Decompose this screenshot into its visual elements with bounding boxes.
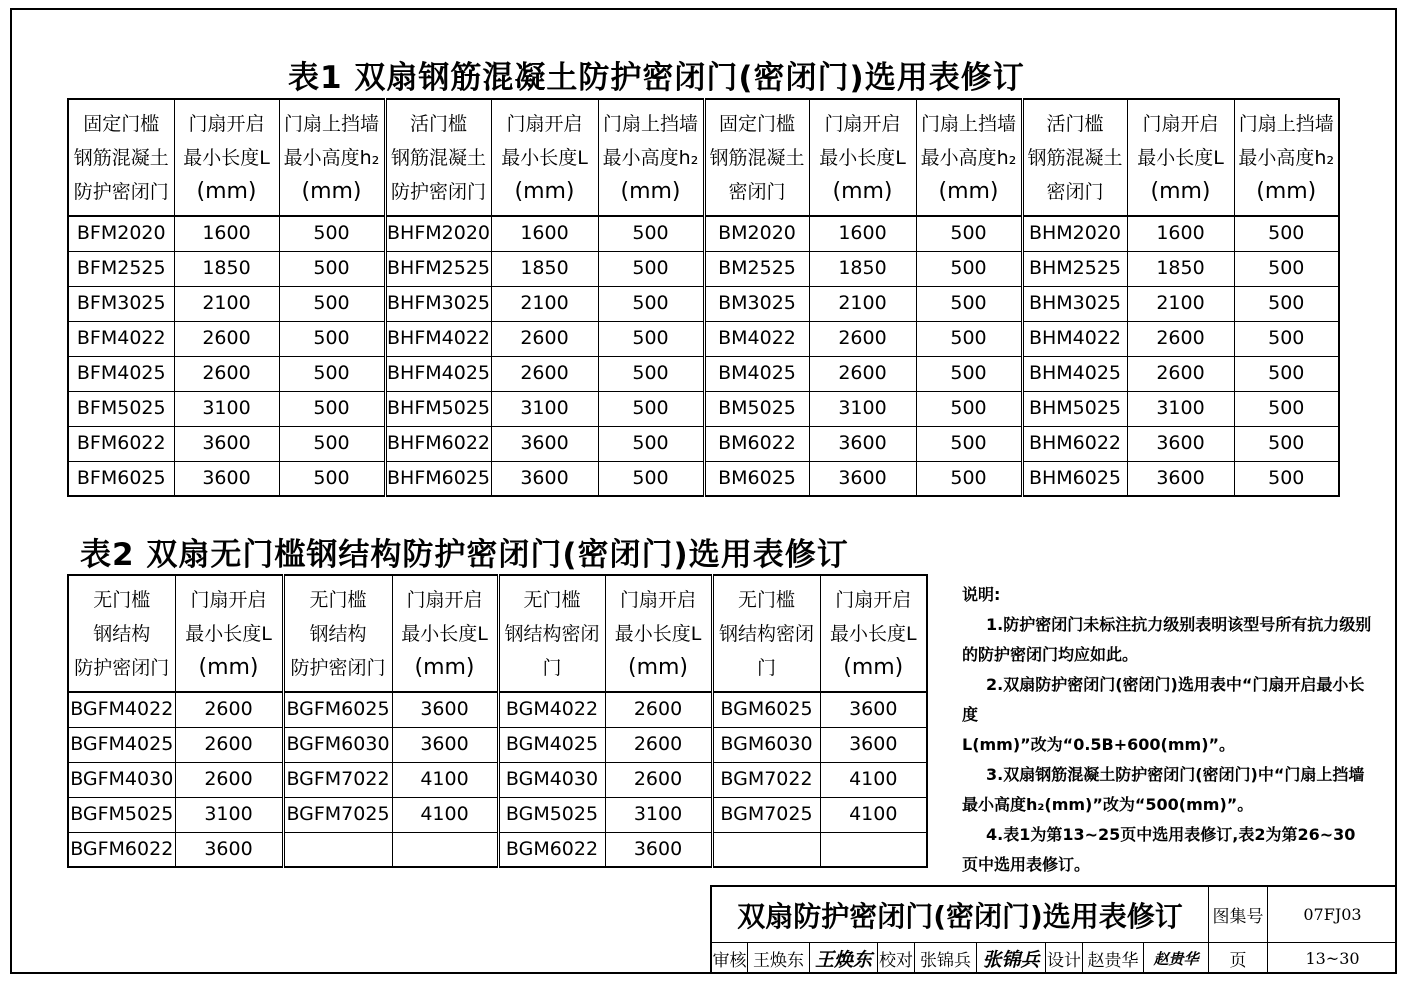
table-cell: BHFM3025	[385, 286, 491, 321]
table-cell: 500	[598, 356, 704, 391]
header-line: (mm)	[938, 178, 999, 204]
table1-header-cell	[1234, 99, 1339, 216]
table-cell: 500	[598, 216, 704, 251]
table-cell: 500	[279, 356, 385, 391]
table-cell: 500	[1234, 321, 1339, 356]
header-line: (mm)	[514, 178, 575, 204]
header-line: 最小长度L	[501, 146, 588, 169]
header-line: 钢筋混凝土	[1027, 146, 1123, 169]
table-cell: 3600	[809, 461, 916, 496]
table-cell: 3600	[1127, 461, 1234, 496]
table-cell: 3600	[820, 727, 927, 762]
table-cell: 3600	[392, 727, 498, 762]
table-cell: 3600	[392, 692, 498, 727]
table-cell: BM2020	[704, 216, 809, 251]
table-cell: 500	[279, 461, 385, 496]
header-line: 最小长度L	[829, 622, 917, 645]
design-label: 设计	[1046, 943, 1083, 974]
header-line: (mm)	[832, 178, 893, 204]
table-cell	[392, 832, 498, 867]
table-cell: 500	[279, 391, 385, 426]
table-cell: 2600	[491, 321, 598, 356]
header-line: 钢结构	[309, 622, 367, 645]
header-line: 最小高度h₂	[602, 146, 699, 169]
header-line: 最小高度h₂	[920, 146, 1017, 169]
table-cell: BGM6030	[712, 727, 820, 762]
header-line: 钢筋混凝土	[390, 146, 486, 169]
table-cell: BHM2525	[1022, 251, 1127, 286]
table-cell: 500	[598, 461, 704, 496]
table-cell: BHFM6025	[385, 461, 491, 496]
table-row	[68, 321, 1339, 356]
table2-header-cell	[712, 575, 820, 692]
table-cell: BGM7025	[712, 797, 820, 832]
reviewer-signature: 王焕东	[810, 943, 878, 974]
table-cell: BGM7022	[712, 762, 820, 797]
check-label: 校对	[878, 943, 915, 974]
table-cell: BFM2525	[68, 251, 174, 286]
table-cell: 2600	[175, 727, 283, 762]
table-cell: 2600	[809, 356, 916, 391]
table-cell: BHM6022	[1022, 426, 1127, 461]
table-cell: 4100	[392, 762, 498, 797]
table2-header-cell	[68, 575, 175, 692]
table-cell	[283, 832, 392, 867]
header-line: 钢筋混凝土	[709, 146, 805, 169]
table-cell: BGM4025	[498, 727, 605, 762]
table-cell: BGM6022	[498, 832, 605, 867]
header-line: 无门槛	[523, 588, 581, 611]
table-cell: 2100	[809, 286, 916, 321]
table-cell: 500	[916, 461, 1022, 496]
table1-header-row	[68, 99, 1339, 216]
header-line: 最小高度h₂	[1238, 146, 1335, 169]
table-cell: 3600	[175, 832, 283, 867]
table-cell: BHM3025	[1022, 286, 1127, 321]
table-cell: 1850	[1127, 251, 1234, 286]
table-cell: 500	[1234, 426, 1339, 461]
header-line: 钢结构	[93, 622, 151, 645]
table-cell: 2100	[491, 286, 598, 321]
table-cell: BM5025	[704, 391, 809, 426]
table-cell: 500	[916, 286, 1022, 321]
table1-header-cell	[1022, 99, 1127, 216]
header-line: 固定门槛	[718, 112, 795, 135]
table2-header-row	[68, 575, 927, 692]
table1-header-cell	[598, 99, 704, 216]
page-label: 页	[1209, 943, 1268, 974]
table-cell: BHM5025	[1022, 391, 1127, 426]
table-cell: BGFM6030	[283, 727, 392, 762]
table-row	[68, 286, 1339, 321]
table2-header-cell	[283, 575, 392, 692]
table-cell: 500	[598, 391, 704, 426]
header-line: 钢结构密闭门	[718, 622, 814, 679]
header-line: 门扇开启	[190, 588, 267, 611]
note-line: 4.表1为第13~25页中选用表修订,表2为第26~30	[986, 825, 1356, 844]
table-cell: 3100	[605, 797, 712, 832]
notes-heading: 说明:	[962, 585, 1001, 604]
header-line: 密闭门	[1046, 180, 1104, 203]
table2-header-cell	[175, 575, 283, 692]
table1-header-cell	[916, 99, 1022, 216]
header-line: 门扇开启	[506, 112, 583, 135]
header-line: (mm)	[196, 178, 257, 204]
table-cell: 3600	[809, 426, 916, 461]
table-cell: 3600	[820, 692, 927, 727]
table1	[67, 98, 1340, 497]
table-cell: 3100	[491, 391, 598, 426]
table-cell: BFM6022	[68, 426, 174, 461]
header-line: (mm)	[843, 654, 904, 680]
header-line: 最小长度L	[185, 622, 272, 645]
table-row	[68, 762, 927, 797]
note-line: 2.双扇防护密闭门(密闭门)选用表中“门扇开启最小长度	[962, 675, 1365, 724]
table-cell: 2600	[491, 356, 598, 391]
table-cell: 3600	[1127, 426, 1234, 461]
table-row	[68, 216, 1339, 251]
table-cell: BHFM2525	[385, 251, 491, 286]
table-cell: 2100	[174, 286, 279, 321]
table-cell: 500	[1234, 461, 1339, 496]
table-cell: 500	[916, 216, 1022, 251]
table2-header-cell	[498, 575, 605, 692]
page-number: 13~30	[1305, 949, 1360, 968]
table-cell: 500	[279, 216, 385, 251]
table-cell: 2600	[175, 692, 283, 727]
header-line: 最小长度L	[819, 146, 906, 169]
table-cell: BM6022	[704, 426, 809, 461]
checker-name: 张锦兵	[915, 943, 977, 974]
table-cell: BFM2020	[68, 216, 174, 251]
header-line: 密闭门	[728, 180, 786, 203]
table-cell: BHM2020	[1022, 216, 1127, 251]
table-cell: BGFM4022	[68, 692, 175, 727]
table-row	[68, 461, 1339, 496]
header-line: 防护密闭门	[74, 656, 170, 679]
table-cell: 500	[1234, 251, 1339, 286]
header-line: 防护密闭门	[390, 180, 486, 203]
table-cell: BHFM2020	[385, 216, 491, 251]
table2	[67, 574, 928, 868]
header-line: 门扇开启	[619, 588, 696, 611]
table-row	[68, 727, 927, 762]
table-cell: 2600	[809, 321, 916, 356]
table-cell	[820, 832, 927, 867]
header-line: 最小长度L	[401, 622, 488, 645]
table-cell: 500	[279, 286, 385, 321]
table-cell: BGFM6025	[283, 692, 392, 727]
table-cell: BGFM7022	[283, 762, 392, 797]
title-block	[710, 885, 1397, 974]
table-cell: 1600	[491, 216, 598, 251]
note-line: L(mm)”改为“0.5B+600(mm)”。	[962, 735, 1236, 754]
table-cell: 500	[598, 251, 704, 286]
header-line: (mm)	[1150, 178, 1211, 204]
table-cell: 1600	[1127, 216, 1234, 251]
table-cell: BGFM5025	[68, 797, 175, 832]
table-cell: BM2525	[704, 251, 809, 286]
table1-header-cell	[704, 99, 809, 216]
header-line: (mm)	[620, 178, 681, 204]
table1-header-cell	[68, 99, 174, 216]
table-cell: 4100	[820, 797, 927, 832]
table-cell: BFM5025	[68, 391, 174, 426]
table1-title: 表1 双扇钢筋混凝土防护密闭门(密闭门)选用表修订	[288, 60, 1025, 96]
table-cell: 2600	[605, 727, 712, 762]
table-cell: BGFM4030	[68, 762, 175, 797]
table-row	[68, 391, 1339, 426]
table-cell: 3100	[809, 391, 916, 426]
reviewer-name: 王焕东	[748, 943, 810, 974]
table-cell: 2600	[175, 762, 283, 797]
table-cell: 500	[916, 391, 1022, 426]
header-line: 门扇上挡墙	[1238, 112, 1334, 135]
table-cell: BFM4022	[68, 321, 174, 356]
table-cell: BFM4025	[68, 356, 174, 391]
table1-header-cell	[491, 99, 598, 216]
drawing-title: 双扇防护密闭门(密闭门)选用表修订	[712, 887, 1209, 943]
header-line: 活门槛	[1046, 112, 1104, 135]
designer-signature: 赵贵华	[1144, 943, 1209, 974]
table-cell: 2600	[174, 356, 279, 391]
table-cell: BFM3025	[68, 286, 174, 321]
table-cell: 500	[279, 426, 385, 461]
table-cell: 3100	[175, 797, 283, 832]
table-cell: 2100	[1127, 286, 1234, 321]
table-cell: 3600	[491, 461, 598, 496]
note-line: 最小高度h₂(mm)”改为“500(mm)”。	[962, 795, 1254, 814]
table-cell: 1850	[809, 251, 916, 286]
review-label: 审核	[712, 943, 748, 974]
designer-name: 赵贵华	[1083, 943, 1144, 974]
table-cell: BHM4022	[1022, 321, 1127, 356]
table-row	[68, 251, 1339, 286]
table-cell: 3600	[491, 426, 598, 461]
table-cell: BHFM5025	[385, 391, 491, 426]
table-cell: BM4022	[704, 321, 809, 356]
table-cell: 4100	[392, 797, 498, 832]
table-cell: 4100	[820, 762, 927, 797]
header-line: 无门槛	[309, 588, 367, 611]
header-line: 最小高度h₂	[283, 146, 380, 169]
table-cell: 1850	[174, 251, 279, 286]
header-line: (mm)	[627, 654, 689, 680]
table-cell: 2600	[1127, 356, 1234, 391]
header-line: (mm)	[301, 178, 362, 204]
table-cell: BGM4030	[498, 762, 605, 797]
table-cell: 500	[916, 356, 1022, 391]
table2-header-cell	[820, 575, 927, 692]
table-cell: BM6025	[704, 461, 809, 496]
table-cell: 500	[598, 321, 704, 356]
table-cell: BHM4025	[1022, 356, 1127, 391]
table2-header-cell	[392, 575, 498, 692]
header-line: 无门槛	[737, 588, 795, 611]
table-cell: BHM6025	[1022, 461, 1127, 496]
table-cell: BM4025	[704, 356, 809, 391]
header-line: (mm)	[414, 654, 475, 680]
header-line: 无门槛	[93, 588, 151, 611]
table-cell: 3600	[174, 426, 279, 461]
table2-title: 表2 双扇无门槛钢结构防护密闭门(密闭门)选用表修订	[80, 537, 849, 573]
table-cell: 500	[598, 286, 704, 321]
header-line: 门扇开启	[406, 588, 483, 611]
table-cell: 2600	[174, 321, 279, 356]
header-line: 门扇上挡墙	[920, 112, 1016, 135]
table1-header-cell	[1127, 99, 1234, 216]
header-line: 钢结构密闭门	[504, 622, 600, 679]
header-line: 门扇上挡墙	[283, 112, 379, 135]
note-line: 3.双扇钢筋混凝土防护密闭门(密闭门)中“门扇上挡墙	[986, 765, 1365, 784]
table-cell: 500	[916, 426, 1022, 461]
header-line: 固定门槛	[83, 112, 160, 135]
table-cell: BGFM4025	[68, 727, 175, 762]
checker-signature: 张锦兵	[977, 943, 1046, 974]
table-cell: BGFM6022	[68, 832, 175, 867]
table-cell: BGM5025	[498, 797, 605, 832]
table2-header-cell	[605, 575, 712, 692]
table-cell: 1850	[491, 251, 598, 286]
table-cell: 3600	[174, 461, 279, 496]
table-row	[68, 797, 927, 832]
table-cell: 500	[916, 321, 1022, 356]
table-cell: 500	[598, 426, 704, 461]
table-row	[68, 356, 1339, 391]
table1-header-cell	[174, 99, 279, 216]
table-cell: 2600	[605, 692, 712, 727]
table-cell: BFM6025	[68, 461, 174, 496]
table-cell: 1600	[809, 216, 916, 251]
table-cell: 500	[1234, 391, 1339, 426]
note-line: 页中选用表修订。	[962, 855, 1091, 874]
table-cell: 500	[916, 251, 1022, 286]
header-line: 门扇开启	[835, 588, 912, 611]
table-cell: 1600	[174, 216, 279, 251]
atlas-number: 07FJ03	[1268, 887, 1397, 943]
table-cell: 500	[1234, 286, 1339, 321]
table1-header-cell	[279, 99, 385, 216]
header-line: 最小长度L	[1137, 146, 1224, 169]
table-row	[68, 692, 927, 727]
header-line: 最小长度L	[183, 146, 270, 169]
table1-header-cell	[385, 99, 491, 216]
table-cell: 3600	[605, 832, 712, 867]
table-cell: 500	[279, 321, 385, 356]
header-line: 门扇开启	[188, 112, 265, 135]
table-cell: BGFM7025	[283, 797, 392, 832]
table-cell: 500	[279, 251, 385, 286]
table-cell: BHFM4025	[385, 356, 491, 391]
table-cell: 2600	[605, 762, 712, 797]
notes	[962, 580, 1372, 880]
table-cell: 3100	[174, 391, 279, 426]
atlas-label: 图集号	[1209, 887, 1268, 943]
header-line: 钢筋混凝土	[73, 146, 169, 169]
header-line: (mm)	[198, 654, 259, 680]
note-line: 1.防护密闭门未标注抗力级别表明该型号所有抗力级别	[986, 615, 1372, 634]
header-line: 防护密闭门	[290, 656, 386, 679]
table-cell: 2600	[1127, 321, 1234, 356]
header-line: 最小长度L	[614, 622, 702, 645]
table-cell: BGM4022	[498, 692, 605, 727]
header-line: (mm)	[1256, 178, 1317, 204]
table-cell: 500	[1234, 356, 1339, 391]
table-cell: BHFM4022	[385, 321, 491, 356]
header-line: 活门槛	[409, 112, 467, 135]
table-cell: 3100	[1127, 391, 1234, 426]
table-cell	[712, 832, 820, 867]
header-line: 门扇上挡墙	[602, 112, 698, 135]
header-line: 门扇开启	[1142, 112, 1219, 135]
table-cell: BHFM6022	[385, 426, 491, 461]
table-cell: 500	[1234, 216, 1339, 251]
table-row	[68, 832, 927, 867]
table-cell: BM3025	[704, 286, 809, 321]
note-line: 的防护密闭门均应如此。	[962, 645, 1139, 664]
table-cell: BGM6025	[712, 692, 820, 727]
header-line: 门扇开启	[824, 112, 901, 135]
table-row	[68, 426, 1339, 461]
table1-header-cell	[809, 99, 916, 216]
header-line: 防护密闭门	[73, 180, 169, 203]
